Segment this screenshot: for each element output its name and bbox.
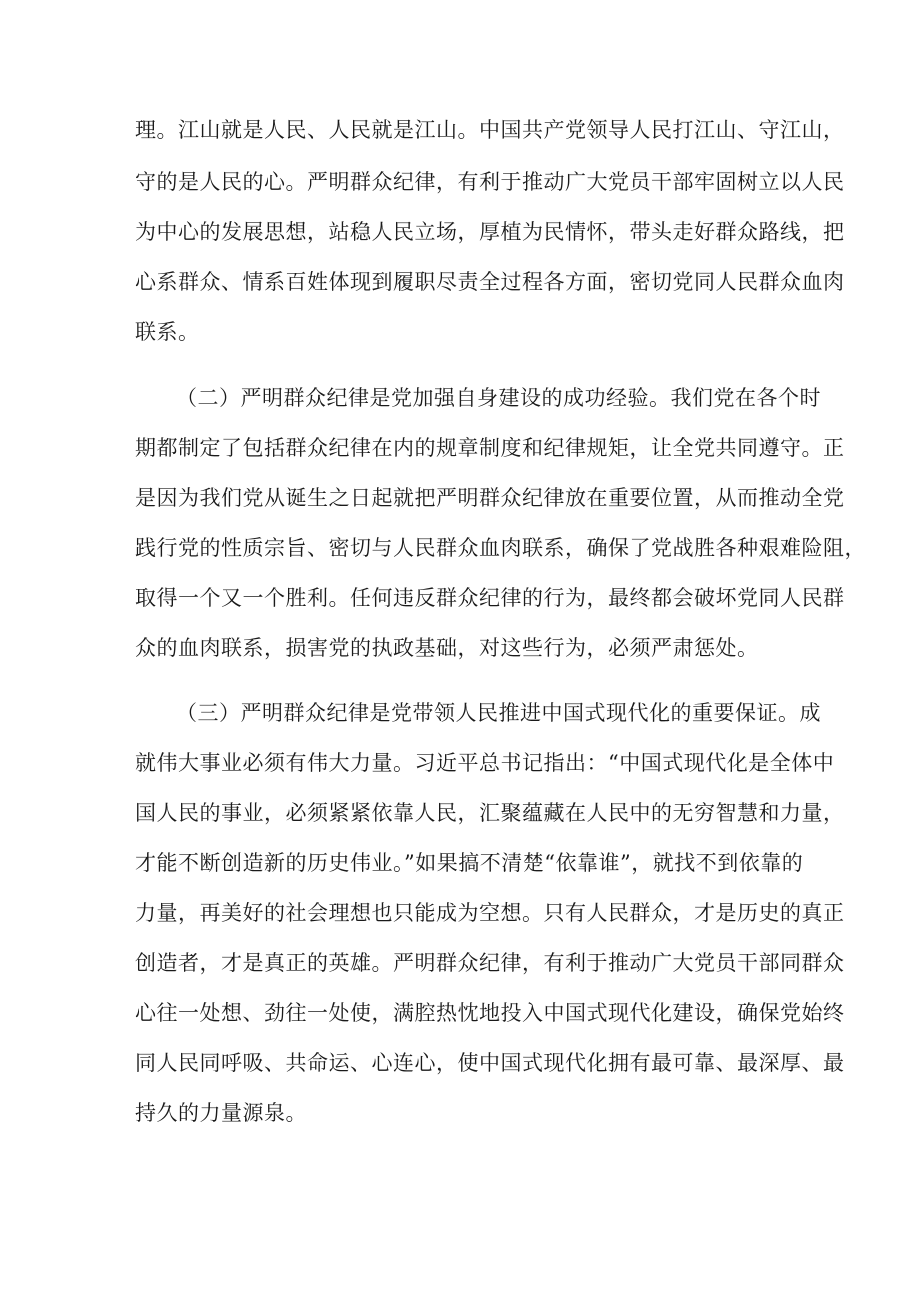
paragraph-2-line-3: 是因为我们党从诞生之日起就把严明群众纪律放在重要位置，从而推动全党 bbox=[135, 486, 845, 510]
paragraph-1-line-2: 守的是人民的心。严明群众纪律，有利于推动广大党员干部牢固树立以人民 bbox=[135, 170, 845, 194]
paragraph-3-line-9: 持久的力量源泉。 bbox=[135, 1101, 307, 1125]
paragraph-1-line-1: 理。江山就是人民、人民就是江山。中国共产党领导人民打江山、守江山， bbox=[135, 118, 845, 142]
paragraph-3-line-1: （三）严明群众纪律是党带领人民推进中国式现代化的重要保证。成 bbox=[176, 701, 821, 725]
paragraph-3-line-8: 同人民同呼吸、共命运、心连心，使中国式现代化拥有最可靠、最深厚、最 bbox=[135, 1051, 845, 1075]
paragraph-2-line-6: 众的血肉联系，损害党的执政基础，对这些行为，必须严肃惩处。 bbox=[135, 636, 759, 660]
paragraph-3-line-6: 创造者，才是真正的英雄。严明群众纪律，有利于推动广大党员干部同群众 bbox=[135, 951, 845, 975]
paragraph-2-line-1: （二）严明群众纪律是党加强自身建设的成功经验。我们党在各个时 bbox=[176, 386, 821, 410]
paragraph-2-line-2: 期都制定了包括群众纪律在内的规章制度和纪律规矩，让全党共同遵守。正 bbox=[135, 436, 845, 460]
paragraph-3-line-7: 心往一处想、劲往一处使，满腔热忱地投入中国式现代化建设，确保党始终 bbox=[135, 1001, 845, 1025]
paragraph-3-line-5: 力量，再美好的社会理想也只能成为空想。只有人民群众，才是历史的真正 bbox=[135, 901, 845, 925]
paragraph-2-line-4: 践行党的性质宗旨、密切与人民群众血肉联系，确保了党战胜各种艰难险阻， bbox=[135, 536, 866, 560]
paragraph-2-line-5: 取得一个又一个胜利。任何违反群众纪律的行为，最终都会破坏党同人民群 bbox=[135, 586, 845, 610]
paragraph-1-line-4: 心系群众、情系百姓体现到履职尽责全过程各方面，密切党同人民群众血肉 bbox=[135, 270, 845, 294]
paragraph-1-line-3: 为中心的发展思想，站稳人民立场，厚植为民情怀，带头走好群众路线，把 bbox=[135, 220, 845, 244]
paragraph-3-line-3: 国人民的事业，必须紧紧依靠人民，汇聚蕴藏在人民中的无穷智慧和力量， bbox=[135, 801, 845, 825]
paragraph-3-line-4: 才能不断创造新的历史伟业。”如果搞不清楚“依靠谁”，就找不到依靠的 bbox=[135, 851, 804, 875]
paragraph-3-line-2: 就伟大事业必须有伟大力量。习近平总书记指出：“中国式现代化是全体中 bbox=[135, 751, 835, 775]
paragraph-1-line-5: 联系。 bbox=[135, 320, 200, 344]
